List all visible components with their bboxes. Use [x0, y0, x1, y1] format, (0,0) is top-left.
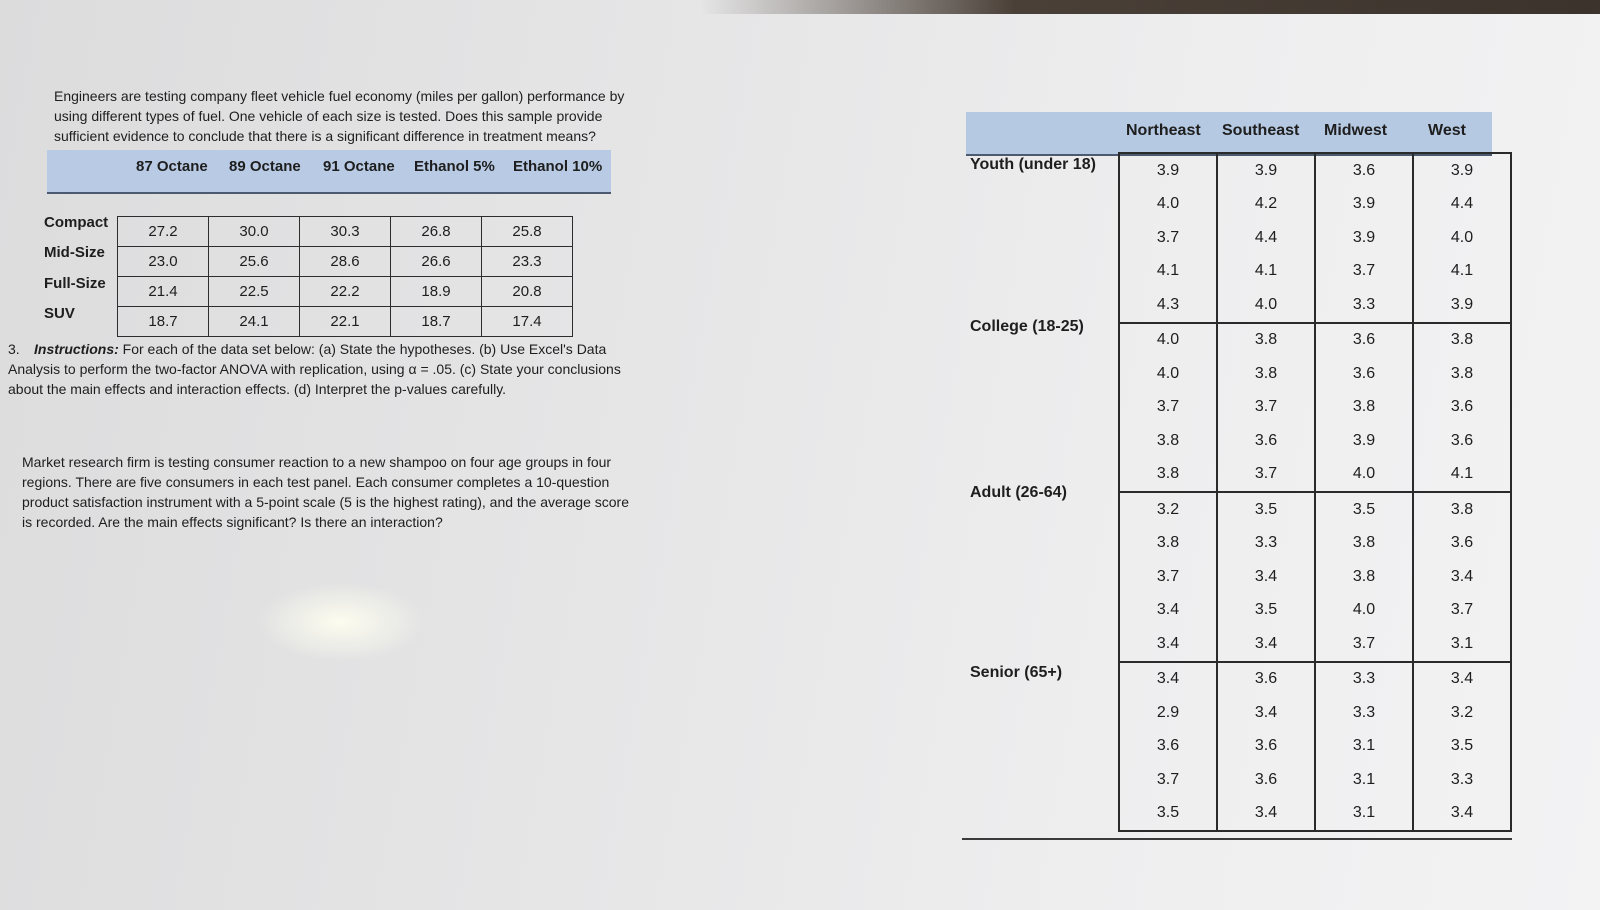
- fuel-col-header: 89 Octane: [229, 158, 301, 175]
- table-cell: 3.9: [1119, 153, 1217, 188]
- table-cell: 4.0: [1119, 188, 1217, 222]
- table-row: [1119, 730, 1511, 764]
- table-cell: 17.4: [482, 307, 573, 337]
- table-cell: 4.1: [1413, 255, 1511, 289]
- fuel-col-header: 87 Octane: [136, 158, 208, 175]
- table-cell: 3.4: [1119, 594, 1217, 628]
- table-cell: 3.8: [1119, 458, 1217, 493]
- table-row: [1119, 492, 1511, 527]
- shampoo-group-label: Adult (26-64): [970, 484, 1067, 501]
- table-cell: 3.6: [1315, 153, 1413, 188]
- table-cell: 3.6: [1413, 424, 1511, 458]
- instructions-number: 3.: [8, 341, 20, 357]
- table-cell: 3.6: [1217, 763, 1315, 797]
- table-cell: 3.9: [1217, 153, 1315, 188]
- table-cell: 3.5: [1217, 492, 1315, 527]
- table-cell: 4.4: [1217, 221, 1315, 255]
- table-cell: 3.8: [1119, 424, 1217, 458]
- table-cell: 3.1: [1315, 797, 1413, 832]
- table-cell: 3.7: [1413, 594, 1511, 628]
- table-cell: 4.4: [1413, 188, 1511, 222]
- table-cell: 3.8: [1315, 527, 1413, 561]
- table-cell: 3.5: [1217, 594, 1315, 628]
- table-cell: 3.3: [1315, 288, 1413, 323]
- fuel-problem-text: Engineers are testing company fleet vehicle fuel economy (miles per gallon) performance by using different types of fuel. One vehicle of each size is tested. Does this sample provide sufficient evidence to conclude that there is a significant difference in treatment means?: [54, 88, 625, 144]
- table-row: [1119, 560, 1511, 594]
- table-cell: 3.9: [1315, 188, 1413, 222]
- shampoo-table: [1118, 152, 1512, 832]
- table-row: [118, 217, 573, 247]
- table-cell: 3.1: [1413, 627, 1511, 662]
- table-cell: 23.3: [482, 247, 573, 277]
- table-cell: 4.1: [1119, 255, 1217, 289]
- table-cell: 3.7: [1217, 458, 1315, 493]
- table-row: [1119, 627, 1511, 662]
- table-row: [118, 307, 573, 337]
- shampoo-col-header: Northeast: [1126, 122, 1201, 139]
- table-cell: 22.2: [300, 277, 391, 307]
- table-cell: 3.7: [1217, 391, 1315, 425]
- table-cell: 3.7: [1119, 221, 1217, 255]
- table-cell: 3.6: [1217, 730, 1315, 764]
- table-row: [1119, 153, 1511, 188]
- table-cell: 23.0: [118, 247, 209, 277]
- table-cell: 24.1: [209, 307, 300, 337]
- table-cell: 3.1: [1315, 730, 1413, 764]
- shampoo-group-label: Senior (65+): [970, 664, 1063, 681]
- table-cell: 22.5: [209, 277, 300, 307]
- table-row: [1119, 221, 1511, 255]
- photo-top-edge: [700, 0, 1600, 14]
- table-cell: 4.0: [1315, 458, 1413, 493]
- table-cell: 3.4: [1217, 560, 1315, 594]
- table-cell: 2.9: [1119, 696, 1217, 730]
- table-row: [1119, 594, 1511, 628]
- table-cell: 4.1: [1217, 255, 1315, 289]
- shampoo-group-label: College (18-25): [970, 318, 1084, 335]
- table-row: [1119, 323, 1511, 358]
- table-cell: 3.8: [1315, 391, 1413, 425]
- fuel-table: [117, 216, 573, 337]
- table-row: [1119, 255, 1511, 289]
- table-cell: 3.7: [1315, 627, 1413, 662]
- table-row: [1119, 424, 1511, 458]
- table-cell: 3.7: [1119, 763, 1217, 797]
- shampoo-problem-text: Market research firm is testing consumer reaction to a new shampoo on four age groups in four regions. There are five consumers in each test panel. Each consumer completes a 10-question product satisfaction instrument with a 5-point scale (5 is the highest rating), and the average score is recorded. Are the main effects significant? Is there an interaction?: [22, 454, 629, 530]
- table-cell: 3.2: [1413, 696, 1511, 730]
- instructions-text: For each of the data set below: (a) State the hypotheses. (b) Use Excel's Data Analysis to perform the two-factor ANOVA with replication, using α = .05. (c) State your conclusions about the main effects and interaction effects. (d) Interpret the p-values carefully.: [8, 341, 621, 397]
- table-cell: 4.0: [1217, 288, 1315, 323]
- shampoo-group-label: Youth (under 18): [970, 156, 1096, 173]
- table-cell: 4.3: [1119, 288, 1217, 323]
- table-cell: 4.1: [1413, 458, 1511, 493]
- table-cell: 3.4: [1413, 560, 1511, 594]
- table-cell: 3.4: [1413, 662, 1511, 697]
- table-cell: 4.0: [1413, 221, 1511, 255]
- table-cell: 4.0: [1119, 323, 1217, 358]
- table-cell: 22.1: [300, 307, 391, 337]
- table-row: [1119, 527, 1511, 561]
- table-cell: 3.7: [1119, 391, 1217, 425]
- table-cell: 18.7: [118, 307, 209, 337]
- table-cell: 3.6: [1119, 730, 1217, 764]
- fuel-col-header: Ethanol 10%: [513, 158, 603, 175]
- table-cell: 3.6: [1413, 391, 1511, 425]
- table-cell: 30.0: [209, 217, 300, 247]
- table-cell: 3.4: [1119, 627, 1217, 662]
- table-cell: 18.7: [391, 307, 482, 337]
- table-cell: 3.4: [1217, 797, 1315, 832]
- table-cell: 3.6: [1217, 662, 1315, 697]
- table-cell: 3.3: [1217, 527, 1315, 561]
- table-cell: 3.8: [1217, 323, 1315, 358]
- table-cell: 3.4: [1217, 696, 1315, 730]
- table-cell: 3.1: [1315, 763, 1413, 797]
- table-row: [1119, 458, 1511, 493]
- table-row: [1119, 188, 1511, 222]
- table-cell: 3.9: [1315, 221, 1413, 255]
- table-cell: 3.8: [1119, 527, 1217, 561]
- table-cell: 3.8: [1413, 492, 1511, 527]
- table-cell: 3.4: [1119, 662, 1217, 697]
- fuel-col-header: 91 Octane: [323, 158, 395, 175]
- shampoo-col-header: Midwest: [1324, 122, 1388, 139]
- table-cell: 3.8: [1413, 323, 1511, 358]
- table-cell: 3.3: [1315, 662, 1413, 697]
- table-row: [1119, 763, 1511, 797]
- instructions: [8, 339, 638, 399]
- table-cell: 26.6: [391, 247, 482, 277]
- table-cell: 3.8: [1413, 357, 1511, 391]
- table-cell: 3.3: [1413, 763, 1511, 797]
- table-cell: 3.9: [1413, 288, 1511, 323]
- table-row: [118, 277, 573, 307]
- fuel-row-label: Compact: [44, 214, 109, 231]
- light-glare: [256, 582, 426, 662]
- table-cell: 26.8: [391, 217, 482, 247]
- table-cell: 20.8: [482, 277, 573, 307]
- table-cell: 3.6: [1315, 323, 1413, 358]
- shampoo-col-header: West: [1428, 122, 1466, 139]
- table-cell: 3.5: [1413, 730, 1511, 764]
- table-cell: 4.0: [1119, 357, 1217, 391]
- table-cell: 21.4: [118, 277, 209, 307]
- shampoo-table-baseline: [962, 838, 1512, 840]
- table-cell: 3.5: [1315, 492, 1413, 527]
- table-row: [1119, 696, 1511, 730]
- table-cell: 25.6: [209, 247, 300, 277]
- fuel-row-label: SUV: [44, 305, 75, 322]
- table-row: [118, 247, 573, 277]
- table-row: [1119, 662, 1511, 697]
- table-cell: 4.2: [1217, 188, 1315, 222]
- table-cell: 4.0: [1315, 594, 1413, 628]
- table-cell: 18.9: [391, 277, 482, 307]
- table-cell: 30.3: [300, 217, 391, 247]
- table-cell: 3.8: [1315, 560, 1413, 594]
- table-cell: 3.3: [1315, 696, 1413, 730]
- table-cell: 3.8: [1217, 357, 1315, 391]
- fuel-row-label: Mid-Size: [44, 244, 105, 261]
- table-cell: 3.2: [1119, 492, 1217, 527]
- fuel-col-header: Ethanol 5%: [414, 158, 495, 175]
- fuel-row-label: Full-Size: [44, 275, 106, 292]
- table-cell: 3.4: [1413, 797, 1511, 832]
- table-cell: 25.8: [482, 217, 573, 247]
- table-cell: 3.7: [1315, 255, 1413, 289]
- table-cell: 27.2: [118, 217, 209, 247]
- table-row: [1119, 288, 1511, 323]
- table-row: [1119, 391, 1511, 425]
- table-cell: 3.4: [1217, 627, 1315, 662]
- table-cell: 3.6: [1413, 527, 1511, 561]
- table-cell: 3.6: [1315, 357, 1413, 391]
- table-cell: 28.6: [300, 247, 391, 277]
- table-row: [1119, 357, 1511, 391]
- instructions-lead: Instructions:: [34, 341, 119, 357]
- table-row: [1119, 797, 1511, 832]
- table-cell: 3.5: [1119, 797, 1217, 832]
- table-cell: 3.9: [1315, 424, 1413, 458]
- table-cell: 3.9: [1413, 153, 1511, 188]
- shampoo-col-header: Southeast: [1222, 122, 1300, 139]
- table-cell: 3.6: [1217, 424, 1315, 458]
- table-cell: 3.7: [1119, 560, 1217, 594]
